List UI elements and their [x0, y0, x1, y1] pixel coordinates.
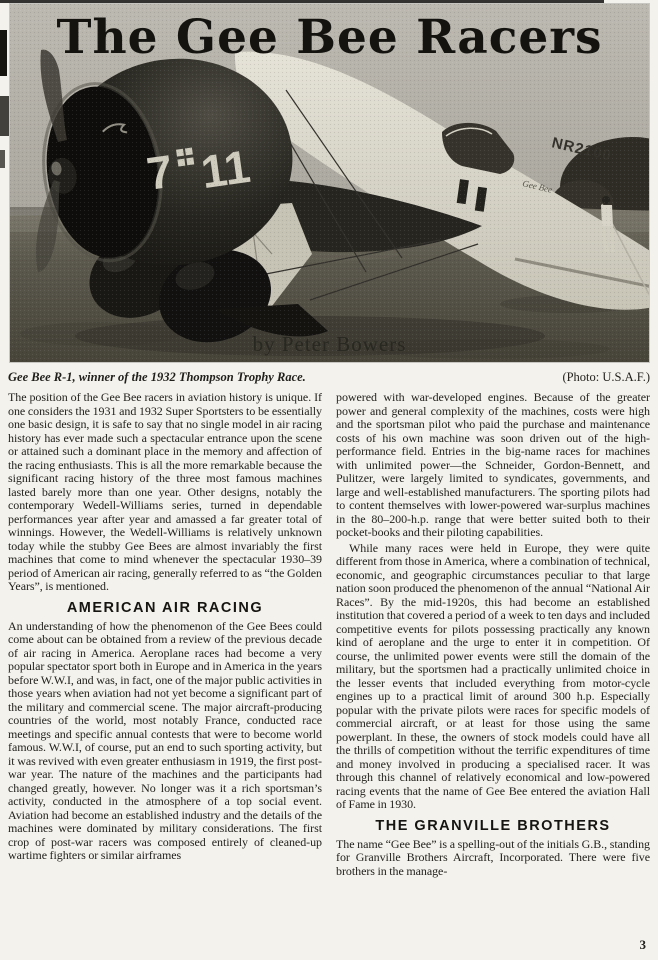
article-body: [8, 391, 650, 880]
scan-edge-artifact: [0, 150, 5, 168]
caption-row: [8, 370, 650, 385]
paragraph: The name “Gee Bee” is a spelling-out of the initials G.B., standing for Granville Brothers Aircraft, Incorporated. There were five brothers in the manage-: [336, 836, 650, 878]
right-column: [336, 391, 650, 880]
paragraph: While many races were held in Europe, they were quite different from those in America, where a combination of technical, economic, and geographic circumstances peculiar to that large nation soon produced the phenomenon of the annual “National Air Races”. By the mid-1920s, this had become an established institution that covered a period of a week to ten days and included competitive events for pilots possessing practically any known kind of aeroplane and the urge to enter it in competition. Of course, the unlimited power events were still the domain of the military, but the sportsmen had a practically unlimited choice in the lesser events that included everything from motor-cycle engines up to a practical limit of around 300 h.p. Especially popular with the private pilots were races for specific models of commercial aircraft, or at least for those using the same powerplant. In these, the owners of stock models could have all the thrills of competition without the terrific expenditures of time and money involved in producing a specialised racer. It was through this channel of relatively economical and low-powered racing events that the name of Gee Bee entered the aviation Hall of Fame in 1930.: [336, 540, 650, 811]
paragraph: An understanding of how the phenomenon of the Gee Bees could come about can be obtained from a review of the previous decade of air racing in America. Aeroplane races had become a very popular spectator sport both in Europe and in America in the years before W.W.I, and was, in fact, one of the major public activities in those years when aviation had not yet become a significant part of the military and commercial scene. The major aircraft-producing countries of the world, most notably France, conducted race meetings and specific annual contests that were to become world famous. W.W.I, of course, put an end to such sporting activity, but it was revived with even greater enthusiasm in 1919, the first post-war year. The nature of the machines and the participants had changed greatly, however. No longer was it a rich sportsman’s activity, conducted in the atmosphere of a top social event. Aviation had become an established industry and the details of the machines were dominated by military considerations. The first crop of post-war racers was composed entirely of cleaned-up wartime fighters or similar airframes: [8, 618, 322, 862]
paragraph: The position of the Gee Bee racers in aviation history is unique. If one considers the 1931 and 1932 Super Sportsters to be essentially one basic design, it is safe to say that no single model in air racing history has ever made such a spectacular entrance upon the scene or attained such a dominant place in the memory and affection of the racing enthusiasts. This is all the more remarkable because the significant racing history of the three most famous machines lasted barely more than one year. Other designs, notably the contemporary Wedell-Williams series, turned in dependable performances year after year and amassed a far greater total of winnings. However, the Wedell-Williams is relatively unknown today while the stubby Gee Bees are almost invariably the first machines that come to mind whenever the spectacular 1930–39 period of American air racing, generally referred to as “the Golden Years”, is mentioned.: [8, 390, 322, 593]
scan-edge-artifact: [0, 0, 604, 3]
byline: by Peter Bowers: [252, 332, 407, 356]
section-heading-granville-brothers: THE GRANVILLE BROTHERS: [375, 817, 611, 834]
photo-gee-bee-r1: [10, 4, 649, 362]
section-heading-american-air-racing: AMERICAN AIR RACING: [66, 599, 264, 616]
photo-caption: Gee Bee R-1, winner of the 1932 Thompson Trophy Race.: [8, 370, 306, 384]
photo-credit: (Photo: U.S.A.F.): [562, 370, 650, 384]
page-number: 3: [639, 937, 646, 952]
paragraph: powered with war-developed engines. Because of the greater power and general complexity of the machines, costs were high and the sportsman pilot who paid the purchase and maintenance costs of his own machine was soon driven out of the high-performance field. Entries in the big-name races for machines with unlimited power—the Schneider, Gordon-Bennett, and Pulitzer, were largely limited to syndicates, governments, and large and well-established manufacturers. The sporting pilots had to content themselves with lower-powered war-surplus machines in the 80–200-h.p. range that were better suited both to their pocket-books and their piloting capabilities.: [336, 390, 650, 539]
scan-edge-artifact: [0, 96, 9, 136]
page-title: The Gee Bee Racers: [56, 10, 603, 65]
scan-edge-artifact: [0, 30, 7, 76]
left-column: [8, 391, 322, 880]
